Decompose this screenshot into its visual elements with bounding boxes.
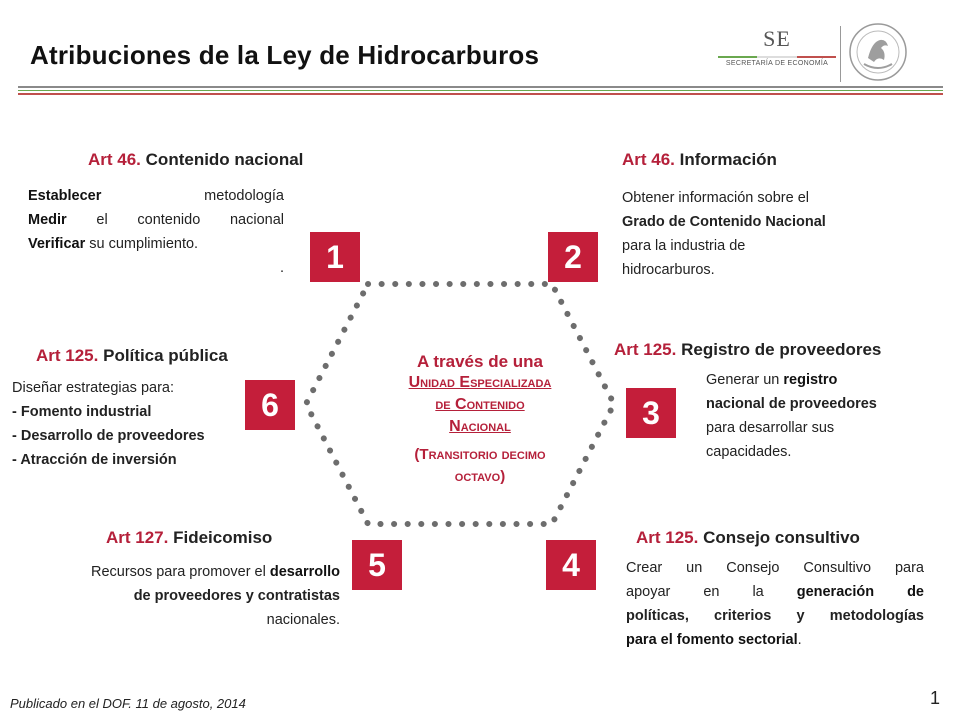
center-line2: Unidad Especializada (408, 374, 552, 391)
art4-body (626, 556, 924, 652)
art2-line3: para la industria de (622, 238, 746, 254)
art1-line2: Medir el contenido nacional (28, 212, 284, 228)
art4-line1: Crear un Consejo Consultivo para (626, 560, 924, 576)
badge-4: 4 (546, 540, 596, 590)
art5-number: Art 127. (106, 528, 169, 547)
art2-name: Información (679, 150, 777, 169)
art4-name: Consejo consultivo (703, 528, 860, 547)
art2-line1: Obtener información sobre el (622, 190, 809, 206)
center-note1: (Transitorio decimo (414, 446, 546, 463)
art1-dot: . (279, 260, 284, 276)
art4-line2: apoyar en la generación de (626, 584, 924, 600)
art1-name: Contenido nacional (145, 150, 304, 169)
center-unit-text (360, 352, 600, 488)
art1-number: Art 46. (88, 150, 141, 169)
art1-body (28, 184, 284, 280)
center-line3: de Contenido (435, 396, 525, 413)
art4-heading (636, 528, 860, 548)
art3-line2: nacional de proveedores (706, 396, 877, 412)
art3-line3: para desarrollar sus (706, 420, 835, 436)
art6-number: Art 125. (36, 346, 99, 365)
art3-number: Art 125. (614, 340, 677, 359)
center-note2: octavo) (454, 468, 506, 485)
center-line4: Nacional (449, 418, 511, 435)
badge-6: 6 (245, 380, 295, 430)
art5-line1: Recursos para promover el desarrollo (90, 564, 340, 580)
art1-heading (88, 150, 303, 170)
art5-line2: de proveedores y contratistas (133, 588, 340, 604)
art2-body (622, 186, 884, 282)
art5-heading (106, 528, 272, 548)
art6-item: - Fomento industrial (12, 404, 152, 420)
badge-5: 5 (352, 540, 402, 590)
art6-intro: Diseñar estrategias para: (12, 380, 174, 396)
page-title: Atribuciones de la Ley de Hidrocarburos (30, 40, 540, 70)
center-line1: A través de una (417, 352, 543, 371)
page-number: 1 (930, 688, 941, 708)
art2-number: Art 46. (622, 150, 675, 169)
footer-source: Publicado en el DOF. 11 de agosto, 2014 (10, 696, 246, 711)
art5-name: Fideicomiso (173, 528, 273, 547)
art6-body (12, 376, 272, 472)
art3-heading (614, 340, 881, 360)
art3-body (706, 368, 928, 464)
se-logo-subtitle: SECRETARÍA DE ECONOMÍA (725, 60, 829, 67)
art1-line3: Verificar su cumplimiento. (28, 236, 199, 252)
art2-heading (622, 150, 777, 170)
art3-line1: Generar un registro (706, 372, 838, 388)
badge-3: 3 (626, 388, 676, 438)
art6-name: Política pública (103, 346, 228, 365)
art6-item: - Atracción de inversión (12, 452, 177, 468)
art5-line3: nacionales. (266, 612, 340, 628)
art3-line4: capacidades. (706, 444, 792, 460)
art6-heading (36, 346, 228, 366)
art4-number: Art 125. (636, 528, 699, 547)
badge-1: 1 (310, 232, 360, 282)
art6-item: - Desarrollo de proveedores (12, 428, 205, 444)
art3-name: Registro de proveedores (681, 340, 882, 359)
se-logo-acronym: SE (763, 26, 791, 51)
art4-line4: para el fomento sectorial. (626, 632, 802, 648)
art4-line3: políticas, criterios y metodologías (626, 608, 924, 624)
badge-2: 2 (548, 232, 598, 282)
art1-line1: Establecer metodología (28, 188, 284, 204)
art2-line4: hidrocarburos. (622, 262, 715, 278)
art5-body (14, 560, 340, 632)
art2-line2: Grado de Contenido Nacional (622, 214, 826, 230)
